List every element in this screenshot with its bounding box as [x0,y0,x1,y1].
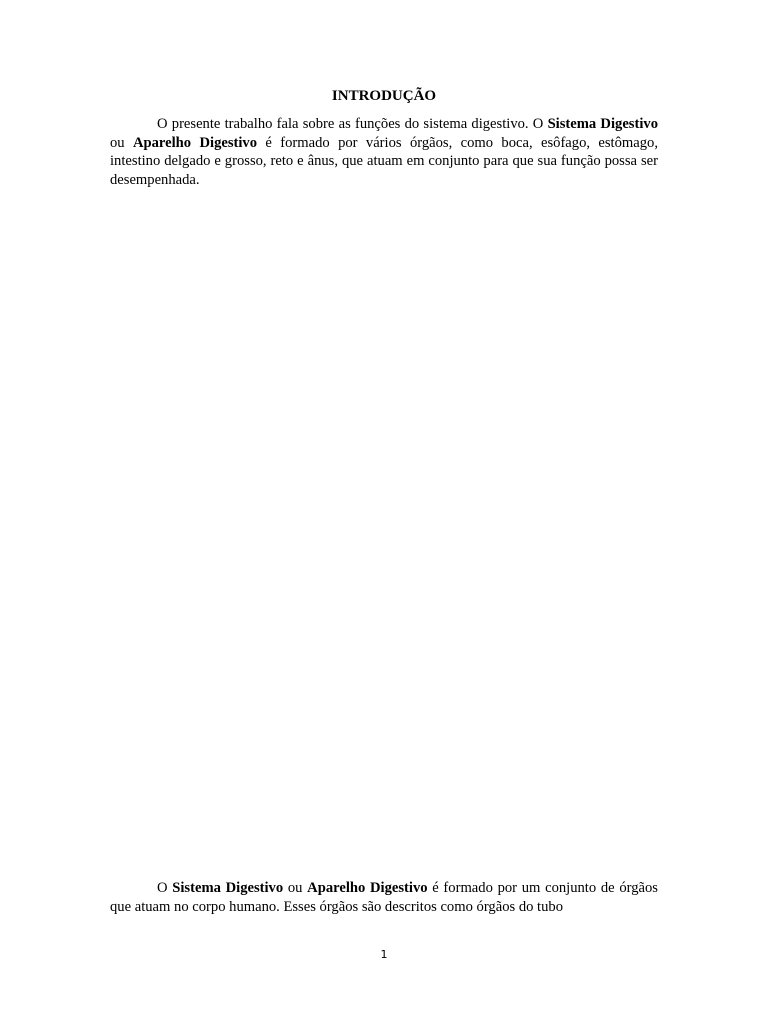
paragraph-text: ou [283,880,308,896]
bold-term: Aparelho Digestivo [132,134,258,151]
intro-paragraph [110,115,658,189]
paragraph-text: ou [110,134,133,151]
paragraph-text: O [157,880,173,896]
section-heading: INTRODUÇÃO [331,88,437,104]
bold-term: Sistema Digestivo [172,880,284,896]
paragraph-text: O presente trabalho fala sobre as funções do sistema digestivo. O [157,116,548,132]
body-paragraph [110,879,658,916]
bold-term: Aparelho Digestivo [307,880,428,896]
page-number: 1 [380,948,388,961]
paragraph-text: é formado por vários órgãos, como boca, esôfago, estômago, intestino delgado e grosso, reto e ânus, que atuam em conjunto para que sua função possa ser desempenhada. [110,134,658,188]
bold-term: Sistema Digestivo [547,116,658,132]
paragraph-text: é formado por um conjunto de órgãos que atuam no corpo humano. Esses órgãos são descritos como órgãos do tubo [110,880,658,915]
